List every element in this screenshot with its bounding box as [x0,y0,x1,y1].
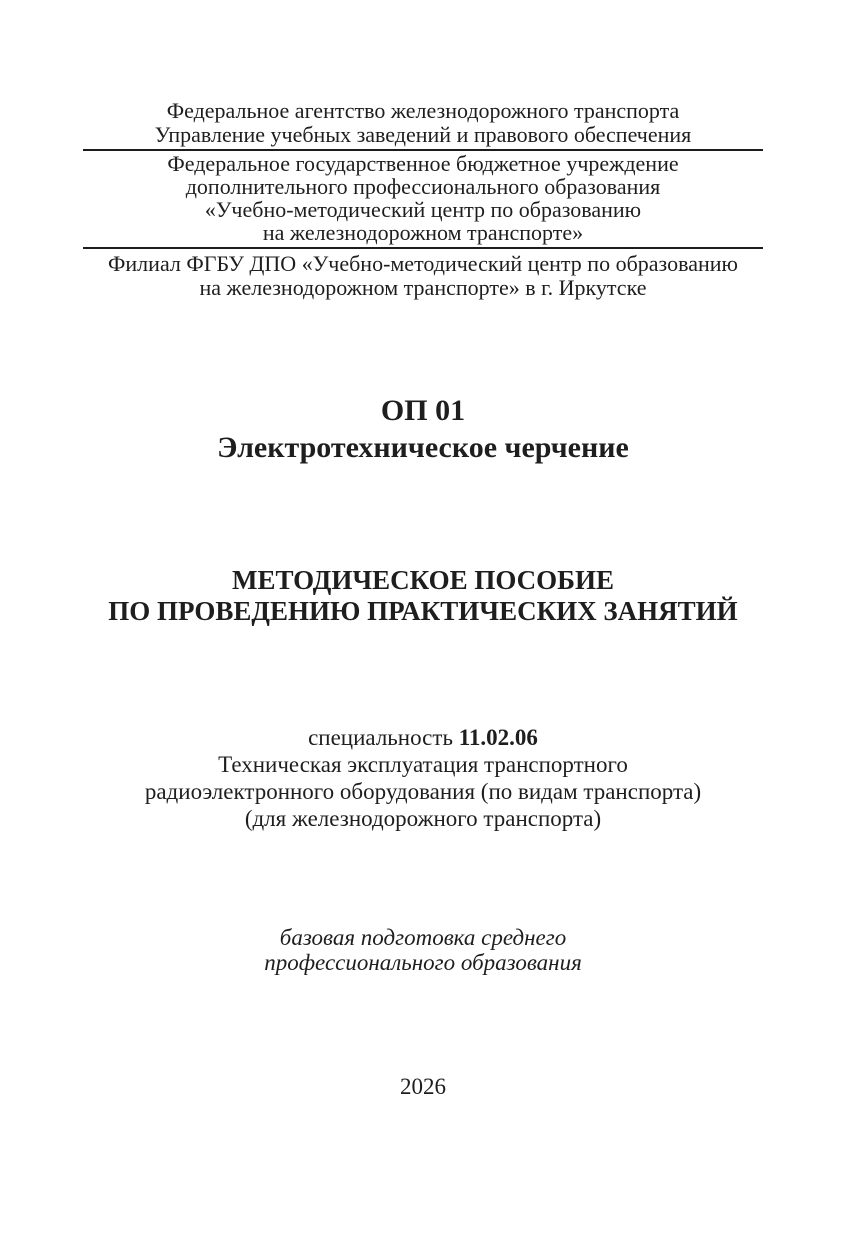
specialty-label: специальность [308,725,453,750]
preparation-line-2: профессионального образования [264,950,582,975]
course-title [83,392,763,466]
agency-line-2: Управление учебных заведений и правового обеспечения [154,122,692,147]
institution-header [83,152,763,244]
preparation-line-1: базовая подготовка среднего [279,925,567,950]
course-code: ОП 01 [380,394,466,427]
institution-line-2: дополнительного профессионального образования [185,174,661,199]
branch-line-1: Филиал ФГБУ ДПО «Учебно-методический центр по образованию [108,251,738,276]
page-content [83,0,763,1241]
preparation-level [83,925,763,975]
specialty-block [83,724,763,832]
agency-header [83,99,763,147]
divider-line-bottom [83,247,763,249]
institution-line-3: «Учебно-методический центр по образованию [204,197,642,222]
publication-year: 2026 [400,1074,446,1099]
course-name: Электротехническое черчение [217,431,629,464]
specialty-line-1: Техническая эксплуатация транспортного [218,752,628,777]
branch-header [83,252,763,300]
document-type-title [83,565,763,627]
specialty-code-line [83,724,763,751]
doc-type-line-2: ПО ПРОВЕДЕНИЮ ПРАКТИЧЕСКИХ ЗАНЯТИЙ [108,596,738,626]
specialty-line-3: (для железнодорожного транспорта) [244,806,602,831]
agency-line-1: Федеральное агентство железнодорожного транспорта [166,98,680,123]
specialty-line-2: радиоэлектронного оборудования (по видам транспорта) [144,779,702,804]
institution-line-1: Федеральное государственное бюджетное учреждение [167,151,679,176]
doc-type-line-1: МЕТОДИЧЕСКОЕ ПОСОБИЕ [231,565,615,595]
branch-line-2: на железнодорожном транспорте» в г. Иркутске [199,275,647,300]
institution-line-4: на железнодорожном транспорте» [262,220,584,245]
specialty-code: 11.02.06 [458,725,538,750]
